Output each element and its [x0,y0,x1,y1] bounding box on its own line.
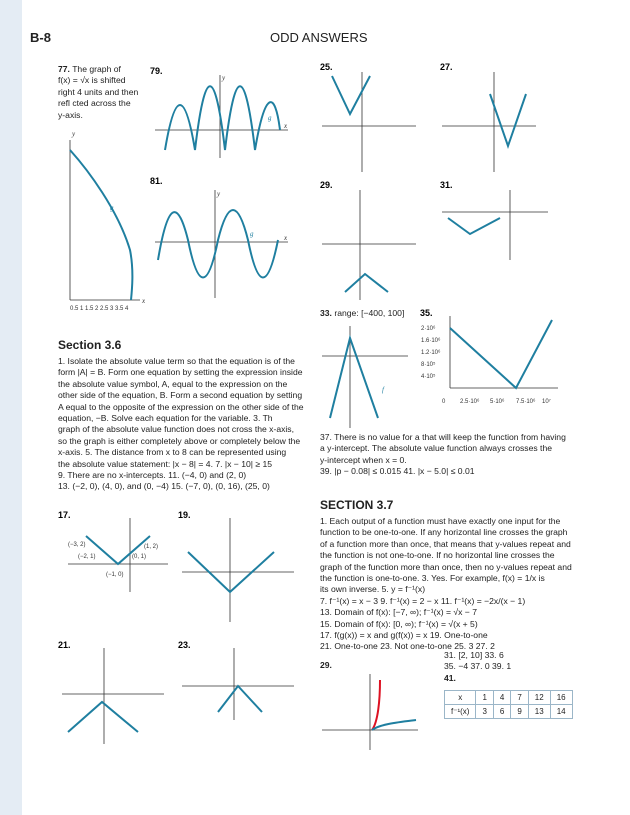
svg-text:10⁷: 10⁷ [542,399,551,405]
graph-35 [420,308,560,413]
svg-text:29.: 29. [320,180,333,190]
graph-19 [178,512,298,624]
svg-text:0: 0 [442,399,446,405]
graph-33 [320,322,410,430]
answer-77: 77. The graph of f(x) = √x is shifted right 4 units and then refl cted across the y-axis. [58,64,139,120]
svg-text:1.2·10⁶: 1.2·10⁶ [421,350,441,356]
graph-77 [58,130,148,320]
svg-text:79.: 79. [150,66,163,76]
table-row: x 1 4 7 12 16 [445,691,573,705]
svg-text:(−1, 0): (−1, 0) [106,572,124,578]
answers-31-41: 31. [2, 10] 33. 6 35. −4 37. 0 39. 1 41. [444,650,512,683]
svg-text:g: g [250,230,254,238]
section-3-7-answers: 1. Each output of a function must have exactly one input for the function to be one-to-one. If any horizontal line crosses the graph of a function more than once, that means that y-values repeat and the function is not one-to-one. If no horizontal line crosses the graph of the function more than once, then no y-values repeat and the function is one-to-one. 3. Yes. For example, f(x) = 1/x is its own inverse. 5. y = f⁻¹(x) 7. f⁻¹(x) = x − 3 9. f⁻¹(x) = 2 − x 11. f⁻¹(x) = −2x/(x − 1) 13. Domain of f(x): [−7, ∞); f⁻¹(x) = √x − 7 15. Domain of f(x): [0, ∞); f⁻¹(x) = √(x + 5) 17. f(g(x)) = x and g(f(x)) = x 19. One-to-one 21. One-to-one 23. Not one-to-one 25. 3 27. 2 [320,516,572,652]
svg-text:(−2, 1): (−2, 1) [78,554,96,560]
svg-text:g: g [110,204,114,212]
graph-27 [440,64,540,174]
inverse-table [444,690,573,719]
svg-text:y: y [217,190,221,198]
section-3-6-title: Section 3.6 [58,338,122,352]
graph-23 [178,642,298,722]
svg-text:7.5·10⁶: 7.5·10⁶ [516,399,536,405]
section-3-6-answers: 1. Isolate the absolute value term so that the equation is of the form |A| = B. Form one equation by setting the expression inside the absolute value symbol, A, equal to the expression on the other side of the equation, B. Form a second equation by setting A equal to the opposite of the expression on the other side of the equation, −B. Solve each equation for the variable. 3. Th graph of the absolute value function does not cross the x-axis, so the graph is either completely above or completely below the x-axis. 5. The distance from x to 8 can be represented using the absolute value statement: |x − 8| = 4. 7. |x − 10| ≥ 15 9. There are no x-intercepts. 11. (−4, 0) and (2, 0) 13. (−2, 0), (4, 0), and (0, −4) 15. (−7, 0), (0, 16), (25, 0) [58,356,304,492]
svg-text:21.: 21. [58,640,71,650]
svg-text:y: y [72,130,76,138]
svg-text:2.5·10⁶: 2.5·10⁶ [460,399,480,405]
svg-text:31.: 31. [440,180,453,190]
svg-text:4·10⁵: 4·10⁵ [421,374,436,380]
svg-text:8·10⁵: 8·10⁵ [421,362,436,368]
svg-text:(−3, 2): (−3, 2) [68,542,86,548]
svg-text:x: x [284,122,288,130]
graph-29 [320,182,420,302]
svg-text:x: x [142,297,146,305]
graph-79 [150,66,290,160]
svg-text:19.: 19. [178,510,191,520]
graph-31 [440,182,550,262]
graph-21 [58,642,168,747]
svg-text:2·10⁶: 2·10⁶ [421,326,436,332]
svg-text:5·10⁶: 5·10⁶ [490,399,505,405]
svg-text:81.: 81. [150,176,163,186]
svg-text:x: x [284,234,288,242]
page-label: B-8 [30,30,51,45]
page-title: ODD ANSWERS [270,30,368,45]
svg-text:g: g [268,114,272,122]
graph-29b [320,670,420,752]
answer-29-label: 29. [320,660,332,670]
section-3-7-title: SECTION 3.7 [320,498,394,512]
svg-text:f: f [382,386,384,394]
svg-text:(0, 1): (0, 1) [132,554,147,560]
graph-17 [58,512,173,597]
svg-text:0.5 1 1.5 2 2.5 3 3.5 4: 0.5 1 1.5 2 2.5 3 3.5 4 [70,306,129,312]
answers-37-41: 37. There is no value for a that will keep the function from having a y-intercept. The absolute value function always crosses the y-intercept when x = 0. 39. |p − 0.08| ≤ 0.015 41. |x − 5.0| ≤ 0.01 [320,432,566,477]
svg-text:23.: 23. [178,640,191,650]
table-row: f⁻¹(x) 3 6 9 13 14 [445,705,573,719]
graph-25 [320,64,420,174]
answer-33: 33. range: [−400, 100] [320,308,405,318]
svg-text:27.: 27. [440,62,453,72]
svg-text:(1, 2): (1, 2) [144,544,159,550]
page-margin-strip [0,0,22,815]
svg-text:y: y [222,74,226,82]
svg-text:17.: 17. [58,510,71,520]
svg-text:25.: 25. [320,62,333,72]
svg-text:1.6·10⁶: 1.6·10⁶ [421,338,441,344]
graph-81 [150,176,290,300]
svg-text:35.: 35. [420,308,433,318]
